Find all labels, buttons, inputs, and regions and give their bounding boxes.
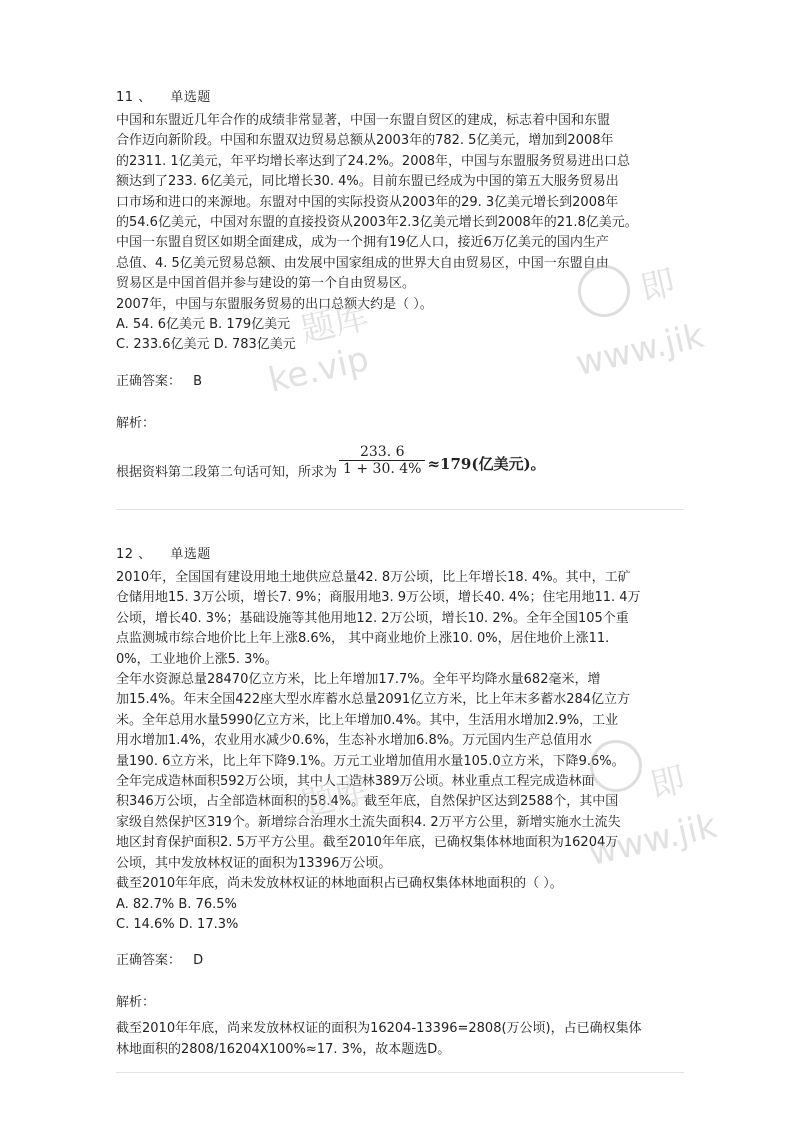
stem-line: 的2311. 1亿美元，年平均增长率达到了24.2%。2008年，中国与东盟服务贸易进出口总 [116,153,631,169]
stem-line: 量190. 6立方米，比上年下降9.1%。万元工业增加值用水量105.0立方米，下降9.6%。 [116,753,625,769]
section-divider [116,509,684,510]
question-number: 11 、 [116,90,152,105]
analysis-label: 解析： [116,415,156,431]
fraction [339,444,425,477]
stem-line: 仓储用地15. 3万公顷，增长7. 9%；商服用地3. 9万公顷，增长40. 4%；住宅用地11. 4万 [116,590,641,606]
formula-result: ≈179(亿美元)。 [427,454,546,473]
stem-line: 额达到了233. 6亿美元，同比增长30. 4%。目前东盟已经成为中国的第五大服务贸易出 [116,174,619,190]
analysis-line: 林地面积的2808/16204X100%≈17. 3%，故本题选D。 [116,1041,451,1057]
watermark-text: www.jik [572,315,708,385]
question-type: 单选题 [170,90,211,105]
question-prompt: 截至2010年年底，尚未发放林权证的林地面积占已确权集体林地面积的（ ）。 [116,876,563,892]
question-header [116,545,686,565]
stem-line: 0%，工业地价上涨5. 3%。 [116,651,278,667]
analysis-label: 解析： [116,995,156,1011]
answer-label: 正确答案： [116,953,182,969]
stem-line: 用水增加1.4%，农业用水减少0.6%，生态补水增加6.8%。万元国内生产总值用水 [116,733,593,749]
watermark-text: 即 [636,262,679,310]
option-line: A. 82.7% B. 76.5% [116,896,237,912]
stem-line: 合作迈向新阶段。中国和东盟双边贸易总额从2003年的782. 5亿美元，增加到2008年 [116,133,614,149]
option-line: A. 54. 6亿美元 B. 179亿美元 [116,317,291,333]
watermark-text: www.jik [585,805,721,875]
watermark-text: 题库 [297,770,373,826]
stem-line: 积346万公顷，占全部造林面积的58.4%。截至年底，自然保护区达到2588个，其中国 [116,794,619,810]
question-number: 12 、 [116,547,152,562]
analysis-text: 根据资料第二段第二句话可知，所求为 [116,464,338,480]
analysis-line: 截至2010年年底，尚来发放林权证的面积为16204-13396=2808(万公顷)，占已确权集体 [116,1021,642,1037]
stem-line: 2010年，全国国有建设用地土地供应总量42. 8万公顷，比上年增长18. 4%。其中，工矿 [116,570,631,585]
stem-line: 加15.4%。年末全国422座大型水库蓄水总量2091亿立方米，比上年末多蓄水284亿立方 [116,692,631,708]
answer-value: B [193,373,203,389]
question-12 [116,545,686,1060]
stem-line: 点监测城市综合地价比上年上涨8.6%， 其中商业地价上涨10. 0%，居住地价上涨11. [116,631,610,647]
stem-line: 总值、4. 5亿美元贸易总额、由发展中国家组成的世界大自由贸易区，中国一东盟自由 [116,255,609,271]
stem-line: 全年完成造林面积592万公顷，其中人工造林389万公顷。林业重点工程完成造林面 [116,774,595,790]
option-line: C. 14.6% D. 17.3% [116,916,239,932]
stem-line: 口市场和进口的来源地。东盟对中国的实际投资从2003年的29. 3亿美元增长到2008年 [116,194,619,210]
option-line: C. 233.6亿美元 D. 783亿美元 [116,337,296,353]
stem-line: 公顷，增长40. 3%；基础设施等其他用地12. 2万公顷，增长10. 2%。全年全国105个重 [116,610,629,626]
question-type: 单选题 [170,547,211,562]
stem-line: 家级自然保护区319个。新增综合治理水土流失面积4. 2万平方公里，新增实施水土流失 [116,814,621,830]
correct-answer [116,372,686,392]
watermark-text: 题库 [297,296,373,352]
stem-line: 的54.6亿美元，中国对东盟的直接投资从2003年2.3亿美元增长到2008年的21.8亿美元。 [116,215,638,231]
analysis-formula-row [116,444,686,483]
question-stem [116,111,686,315]
fraction-denominator: 1 + 30. 4% [343,460,422,477]
stem-line: 地区封育保护面积2. 5万平方公里。截至2010年年底，已确权集体林地面积为16204万 [116,835,619,851]
correct-answer [116,951,686,971]
formula [339,444,546,483]
question-prompt: 2007年，中国与东盟服务贸易的出口总额大约是（ ）。 [116,296,433,312]
stem-line: 全年水资源总量28470亿立方米，比上年增加17.7%。全年平均降水量682毫米，增 [116,672,601,688]
watermark-text: 即 [646,759,689,807]
stem-line: 中国一东盟自贸区如期全面建成，成为一个拥有19亿人口，接近6万亿美元的国内生产 [116,235,609,251]
stem-line: 米。全年总用水量5990亿立方米，比上年增加0.4%。其中，生活用水增加2.9%，工业 [116,712,619,728]
answer-label: 正确答案： [116,373,182,389]
fraction-numerator: 233. 6 [359,443,405,460]
section-divider [116,1072,684,1073]
stem-line: 贸易区是中国首倡并参与建设的第一个自由贸易区。 [116,276,416,292]
stem-line: 公顷，其中发放林权证的面积为13396万公顷。 [116,855,392,871]
stem-line: 中国和东盟近几年合作的成绩非常显著，中国一东盟自贸区的建成，标志着中国和东盟 [116,113,611,128]
question-11 [116,88,686,483]
watermark-text: ke.vip [264,339,373,401]
question-stem [116,568,686,895]
analysis-text [116,1019,686,1060]
question-header [116,88,686,108]
answer-value: D [193,953,204,969]
